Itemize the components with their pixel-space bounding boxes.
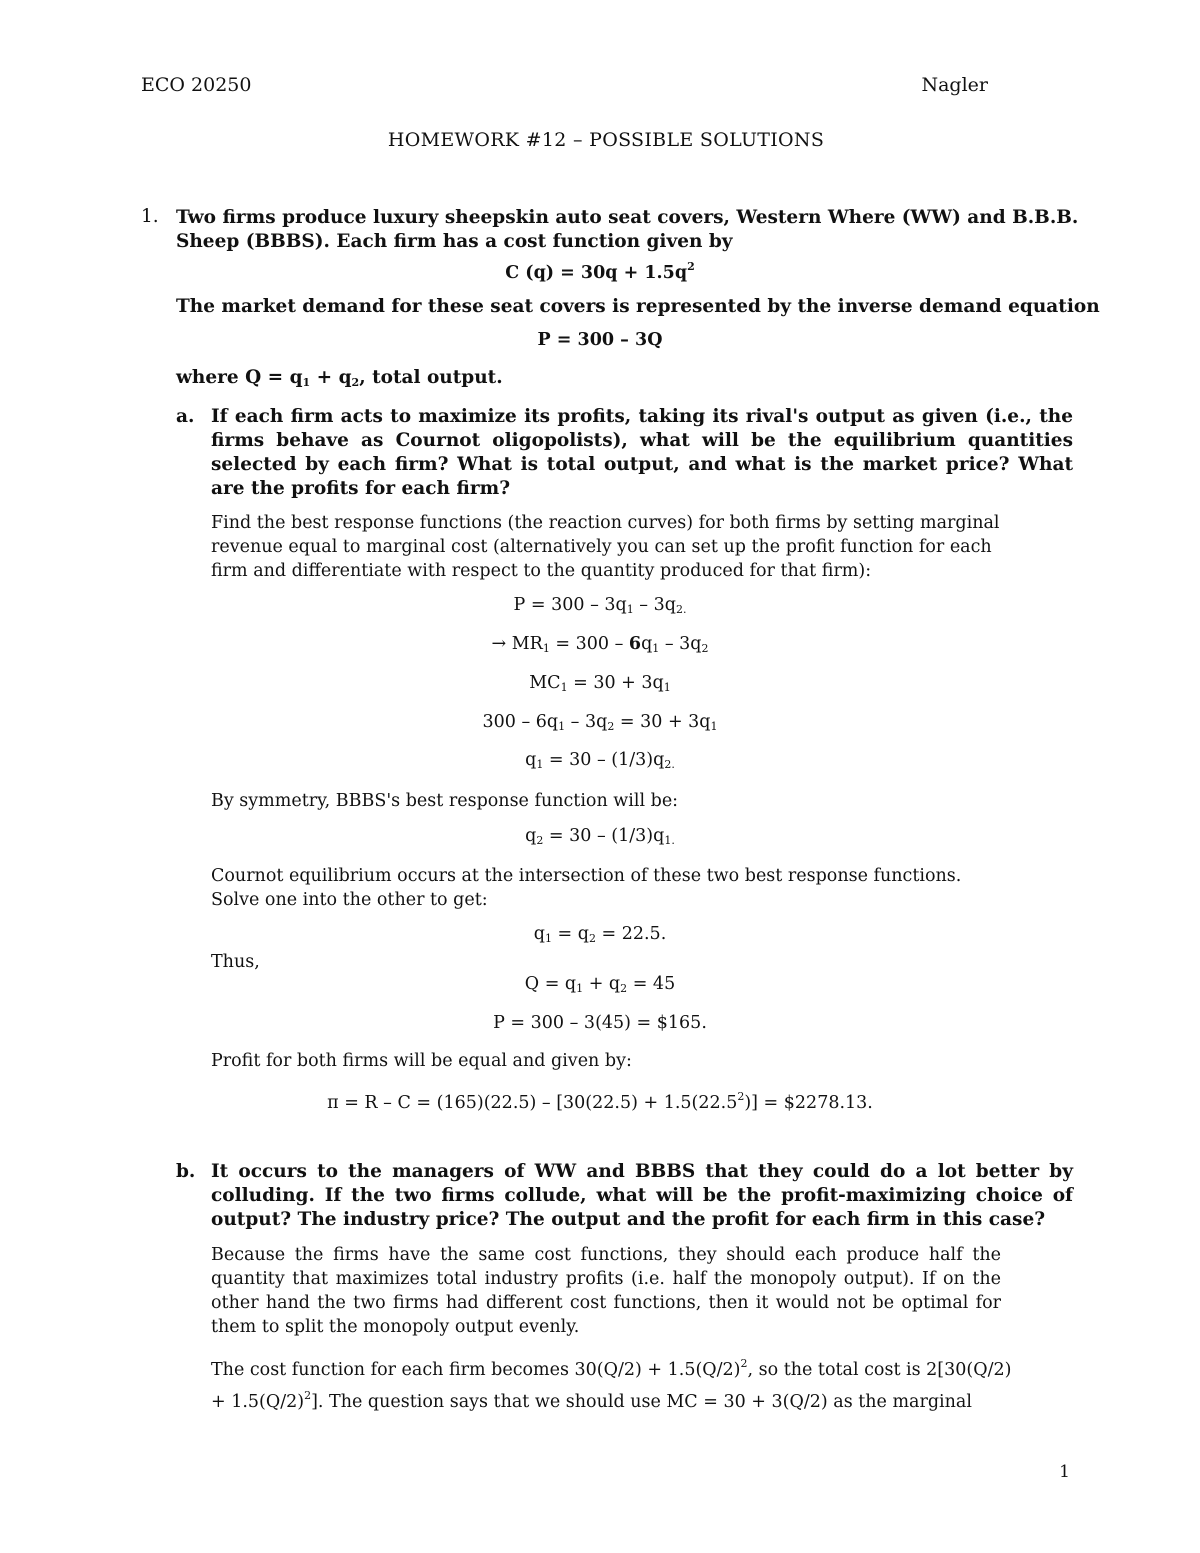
- eq10-b: )] = $2278.13.: [744, 1093, 873, 1113]
- eq3-a: MC: [529, 673, 561, 693]
- thus-text: Thus,: [211, 952, 260, 972]
- eq8-b: + q: [583, 974, 621, 994]
- cost-function-exponent: 2: [687, 260, 695, 273]
- cost-line1-exp: 2: [740, 1357, 748, 1370]
- eq2-s2: 1: [652, 642, 660, 655]
- eq6-a: q: [525, 826, 537, 846]
- question-number: 1.: [141, 206, 159, 227]
- eq-mr-equals-mc: [0, 712, 1200, 733]
- eq-total-output: [0, 974, 1200, 995]
- cost-line2-exp: 2: [304, 1389, 312, 1402]
- where-mid: + q: [310, 367, 352, 388]
- eq3-b: = 30 + 3q: [567, 673, 664, 693]
- eq-profit: [0, 1090, 1200, 1113]
- part-a-label: a.: [176, 406, 195, 427]
- cost-line2-a: + 1.5(Q/2): [211, 1392, 305, 1412]
- eq6-b: = 30 – (1/3)q: [543, 826, 665, 846]
- where-pre: where Q = q: [176, 367, 303, 388]
- eq8-a: Q = q: [524, 974, 577, 994]
- eq4-b: – 3q: [565, 712, 608, 732]
- where-sub1: 1: [302, 376, 311, 389]
- profit-text: Profit for both firms will be equal and given by:: [211, 1051, 632, 1071]
- eq4-s3: 1: [710, 720, 718, 733]
- eq7-a: q: [533, 924, 545, 944]
- eq8-c: = 45: [627, 974, 676, 994]
- eq3-s2: 1: [663, 681, 671, 694]
- cost-line-2: [211, 1384, 1031, 1414]
- eq6-s2: 1.: [664, 834, 675, 847]
- eq2-bold: 6: [628, 634, 642, 654]
- eq2-b: = 300 –: [549, 634, 629, 654]
- question-intro-line1: Two firms produce luxury sheepskin auto seat covers, Western Where (WW) and B.B.B.: [176, 207, 1079, 228]
- eq2-c: q: [641, 634, 653, 654]
- cournot-text-line1: Cournot equilibrium occurs at the intersection of these two best response functions.: [211, 866, 962, 886]
- eq4-c: = 30 + 3q: [614, 712, 711, 732]
- eq6-s1: 2: [536, 834, 544, 847]
- eq3-s1: 1: [560, 681, 568, 694]
- eq1-a: P = 300 – 3q: [513, 595, 627, 615]
- cost-line1-a: The cost function for each firm becomes 30(Q/2) + 1.5(Q/2): [211, 1360, 741, 1380]
- cost-line1-b: , so the total cost is 2[30(Q/2): [747, 1360, 1012, 1380]
- demand-text: The market demand for these seat covers is represented by the inverse demand equation: [176, 296, 1100, 317]
- eq5-a: q: [525, 750, 537, 770]
- author-name: Nagler: [921, 74, 988, 96]
- symmetry-text: By symmetry, BBBS's best response function will be:: [211, 791, 679, 811]
- eq2-d: – 3q: [659, 634, 702, 654]
- cournot-text-line2: Solve one into the other to get:: [211, 890, 488, 910]
- page-number: 1: [1059, 1462, 1070, 1482]
- eq10-exp: 2: [737, 1090, 745, 1103]
- question-intro-line2: Sheep (BBBS). Each firm has a cost function given by: [176, 231, 733, 252]
- eq7-s2: 2: [588, 932, 596, 945]
- eq2-s1: 1: [542, 642, 550, 655]
- total-output-def: [176, 366, 503, 395]
- eq5-s2: 2.: [664, 758, 675, 771]
- cost-line-1: [211, 1352, 1031, 1382]
- page-title: HOMEWORK #12 – POSSIBLE SOLUTIONS: [387, 129, 825, 151]
- eq8-s1: 1: [576, 982, 584, 995]
- eq7-s1: 1: [544, 932, 552, 945]
- where-post: , total output.: [359, 367, 503, 388]
- course-code: ECO 20250: [141, 74, 252, 96]
- eq5-b: = 30 – (1/3)q: [543, 750, 665, 770]
- eq10-a: π = R – C = (165)(22.5) – [30(22.5) + 1.5(22.5: [327, 1093, 738, 1113]
- cost-line2-b: ]. The question says that we should use MC = 30 + 3(Q/2) as the marginal: [311, 1392, 972, 1412]
- eq2-a: → MR: [491, 634, 543, 654]
- demand-equation: P = 300 – 3Q: [537, 330, 663, 350]
- eq5-s1: 1: [536, 758, 544, 771]
- cost-function: [0, 260, 1200, 283]
- eq-best-response-2: [0, 826, 1200, 847]
- part-b-explanation: Because the firms have the same cost functions, they should each produce half the quantity that maximizes total industry profits (i.e. half the monopoly output). If on the other hand the two firms had different cost functions, then it would not be optimal for them to split the monopoly output evenly.: [211, 1245, 1001, 1337]
- eq-inverse-demand: [0, 595, 1200, 616]
- eq-marginal-revenue: [0, 634, 1200, 655]
- eq-marginal-cost: [0, 673, 1200, 694]
- eq4-s2: 2: [607, 720, 615, 733]
- eq2-s3: 2: [701, 642, 709, 655]
- part-b-label: b.: [176, 1161, 196, 1182]
- eq-best-response-1: [0, 750, 1200, 771]
- part-b-question: It occurs to the managers of WW and BBBS that they could do a lot better by colluding. If the two firms collude, what will be the profit-maximizing choice of output? The industry price? The output and the profit for each firm in this case?: [211, 1161, 1073, 1230]
- cost-function-text: C (q) = 30q + 1.5q: [505, 263, 688, 283]
- eq1-b: – 3q: [633, 595, 676, 615]
- eq-equilibrium-quantities: [0, 924, 1200, 945]
- eq7-b: = q: [551, 924, 589, 944]
- eq4-a: 300 – 6q: [482, 712, 559, 732]
- eq1-s1: 1: [626, 603, 634, 616]
- eq1-s2: 2.: [675, 603, 687, 616]
- eq4-s1: 1: [558, 720, 566, 733]
- eq8-s2: 2: [620, 982, 628, 995]
- part-a-explanation: Find the best response functions (the reaction curves) for both firms by setting marginal revenue equal to marginal cost (alternatively you can set up the profit function for each firm and differentiate with respect to the quantity produced for that firm):: [211, 513, 1000, 581]
- eq7-c: = 22.5.: [595, 924, 667, 944]
- where-sub2: 2: [351, 376, 360, 389]
- eq-market-price: P = 300 – 3(45) = $165.: [493, 1013, 707, 1033]
- part-a-question: If each firm acts to maximize its profits, taking its rival's output as given (i.e., the firms behave as Cournot oligopolists), what will be the equilibrium quantities selected by each firm? What is total output, and what is the market price? What are the profits for each firm?: [211, 406, 1073, 499]
